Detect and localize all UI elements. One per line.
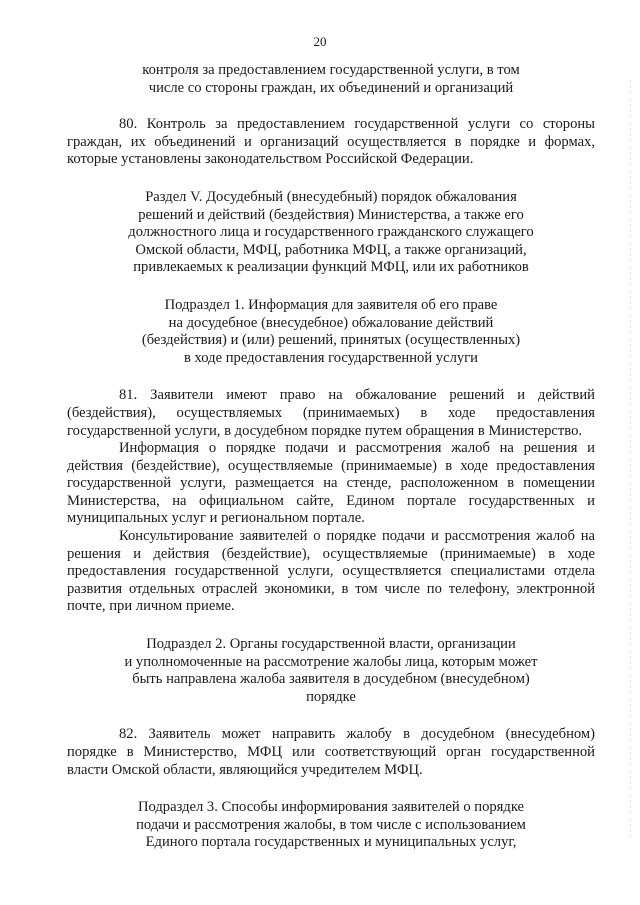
heading-line: Подраздел 1. Информация для заявителя об его праве [164,296,498,313]
subsection-1-heading [67,297,595,367]
paragraph-82: 82. Заявитель может направить жалобу в досудебном (внесудебном) порядке в Министерство, МФЦ или соответствующий орган государственной власти Омской области, являющийся учредителем МФЦ. [67,726,595,778]
intro-heading [67,62,595,97]
subsection-3-heading [67,799,595,852]
page-content [67,62,595,852]
heading-line: решений и действий (бездействия) Министерства, а также его [138,206,524,223]
heading-line: в ходе предоставления государственной услуги [184,349,478,366]
heading-line: контроля за предоставлением государственной услуги, в том [142,62,520,78]
scan-margin-marks [630,80,632,840]
heading-line: Раздел V. Досудебный (внесудебный) порядок обжалования [145,188,517,205]
heading-line: Подраздел 3. Способы информирования заявителей о порядке [137,799,525,816]
heading-line: быть направлена жалоба заявителя в досудебном (внесудебном) [132,671,530,688]
heading-line: Единого портала государственных и муниципальных услуг, [145,834,517,851]
heading-line: и уполномоченные на рассмотрение жалобы лица, которым может [124,653,538,670]
heading-line: должностного лица и государственного гражданского служащего [128,224,534,241]
heading-line: подачи и рассмотрения жалобы, в том числе с использованием [136,816,526,833]
heading-line: порядке [306,688,356,705]
page-number: 20 [313,34,327,49]
paragraph-80: 80. Контроль за предоставлением государственной услуги со стороны граждан, их объединений и организаций осуществляется в порядке и формах, которые установлены законодательством Российской Федерации. [67,116,595,168]
heading-line: числе со стороны граждан, их объединений и организаций [148,79,514,96]
paragraph-complaint-info: Информация о порядке подачи и рассмотрения жалоб на решения и действия (бездействие), осуществляемые (принимаемые) в ходе предоставления государственной услуги, размещается на стенде, расположенном в помещении Министерства, на официальном сайте, Едином портале государственных и муниципальных услуг и региональном портале. [67,440,595,527]
paragraph-consultation: Консультирование заявителей о порядке подачи и рассмотрения жалоб на решения и действия (бездействие), осуществляемые (принимаемые) в ходе предоставления государственной услуги, осуществляется специалистами отдела развития отдельных отраслей экономики, в том числе по телефону, электронной почте, при личном приеме. [67,528,595,615]
heading-line: Омской области, МФЦ, работника МФЦ, а также организаций, [135,241,527,258]
heading-line: (бездействия) и (или) решений, принятых (осуществленных) [141,332,521,349]
section-5-heading [67,189,595,277]
subsection-2-heading [67,636,595,706]
heading-line: на досудебное (внесудебное) обжалование действий [168,314,494,331]
heading-line: Подраздел 2. Органы государственной власти, организации [146,636,516,653]
heading-line: привлекаемых к реализации функций МФЦ, или их работников [133,259,529,276]
paragraph-81: 81. Заявители имеют право на обжалование решений и действий (бездействия), осуществляемых (принимаемых) в ходе предоставления государственной услуги, в досудебном порядке путем обращения в Министерство. [67,387,595,439]
